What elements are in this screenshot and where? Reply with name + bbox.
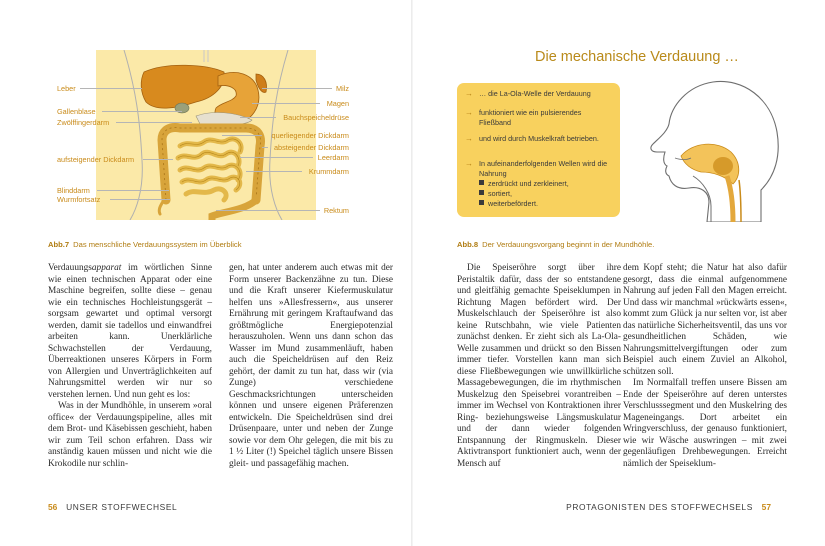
info-box [457, 83, 620, 217]
info-item-text: und wird durch Muskelkraft betrieben. [479, 134, 599, 143]
label-rektum: Rektum [323, 206, 349, 215]
left-page [0, 0, 412, 546]
arrow-icon: → [465, 89, 473, 98]
body-column-3 [457, 263, 621, 470]
chapter-title: Die mechanische Verdauung … [535, 49, 739, 65]
leader-line [143, 159, 173, 160]
bullet-icon [479, 200, 484, 205]
leader-line [246, 171, 302, 172]
page-number: 57 [761, 502, 771, 512]
paragraph-text: Verdauungsapparat im wörtlichen Sinne wie einen technischen Apparat oder eine Maschine begreifen, sollte diese – genau wie ein technisches Hochleistungsgerät – sorgsam gewartet und optimal versorgt werden, damit sie tadellos und einwandfrei arbeiten kann. Unerklärliche Schwachstellen der Verdauung, Überreaktionen unseres Körpers in Form von Allergien und Unverträglichkeiten auf Nahrungsmittel werden wir nur so verstehen lernen. Und nun geht es los: [48, 263, 212, 400]
figure-caption-text: Der Verdauungsvorgang beginnt in der Mundhöhle. [482, 240, 655, 249]
leader-line [116, 122, 192, 123]
label-krummdarm: Krummdarm [308, 167, 349, 176]
label-querliegender-dickdarm: querliegender Dickdarm [271, 131, 349, 140]
figure-caption [457, 240, 654, 249]
running-head: PROTAGONISTEN DES STOFFWECHSELS [566, 502, 753, 512]
info-subitem [479, 179, 569, 189]
figure-number: Abb.8 [457, 240, 479, 249]
leader-line [262, 88, 332, 89]
figure-number: Abb.7 [48, 240, 70, 249]
bullet-icon [479, 180, 484, 185]
label-leber: Leber [57, 84, 76, 93]
arrow-icon: → [465, 108, 473, 117]
info-subitem-text: weiterbefördert. [488, 199, 538, 208]
figure-caption [48, 240, 242, 249]
paragraph [48, 263, 212, 401]
paragraph-text: Was in der Mundhöhle, in unserem »oral office« der Verdauungspipeline, alles mit dem Brot- und Käsebissen geschieht, haben wir zum Teil schon erfahren. Dass wir anständig kauen müssen und nicht wie die Krokodile nur schlin- [48, 401, 212, 469]
info-subitem-text: sortiert, [488, 189, 512, 198]
label-wurmfortsatz: Wurmfortsatz [57, 195, 101, 204]
figure-caption-text: Das menschliche Verdauungssystem im Überblick [73, 240, 242, 249]
label-gallenblase: Gallenblase [57, 107, 96, 116]
body-column-1 [48, 263, 212, 470]
info-item-text: In aufeinanderfolgenden Wellen wird die Nahrung [479, 159, 608, 178]
info-item-text: funktioniert wie ein pulsierendes Fließband [479, 108, 582, 127]
leader-line [97, 190, 169, 191]
paragraph-text: Die Speiseröhre sorgt über ihre Peristaltik dafür, dass der so entstandene und gleitfähig gemachte Speiseklumpen in Richtung Magen befördert wird. Der Muskelschlauch der Speiseröhre ist also keine Rutschbahn, wie viele Patienten zunächst denken. Er zieht sich als La-Ola-Welle zusammen und drückt so den Bissen immer tiefer. Vorstellen kann man sich diese Fließbewegungen wie unwillkürliche Massagebewegungen, die im rhythmischen Muskelzug den Speisebrei vorantreiben – immer im Wechsel von Kontraktionen ihrer Ring- beziehungsweise Längsmuskulatur und der dann wieder folgenden Entspannung der Ringmuskeln. Dieser Aktivtransport funktioniert auch, wenn der Mensch auf [457, 263, 621, 469]
leader-line [110, 199, 170, 200]
paragraph-text: dem Kopf steht; die Natur hat also dafür gesorgt, dass die einmal aufgenommene Nahrung auf jeden Fall den Magen erreicht. Und dass wir manchmal »rückwärts essen«, kommt zum Glück ja nur selten vor, ist aber das natürliche Sicherheitsventil, das uns vor gesundheitlichen Schäden, wie Nahrungsmittelvergiftungen oder zum Beispiel auch einem Zuviel an Alkohol, schützen soll. [623, 263, 787, 377]
paragraph-text: Im Normalfall treffen unsere Bissen am Ende der Speiseröhre auf deren unterstes Verschlusssegment und den Muskelring des Mageneingangs. Dort arbeitet ein Wringverschluss, der genauso funktioniert, wie wir Wäsche auswringen – mit zwei gegenläufigen Drehbewegungen. Erreicht nämlich der Speiseklum- [623, 378, 787, 469]
info-subitem [479, 199, 538, 209]
label-bauchspeicheldruese: Bauchspeicheldrüse [283, 113, 349, 122]
label-aufsteigender-dickdarm: aufsteigender Dickdarm [57, 155, 135, 164]
label-zwoelffingerdarm: Zwölffingerdarm [57, 118, 110, 127]
leader-line [252, 103, 320, 104]
paragraph [623, 378, 787, 470]
info-subitem [479, 189, 512, 199]
info-subitem-text: zerdrückt und zerkleinert, [488, 179, 569, 188]
paragraph [623, 263, 787, 378]
paragraph [457, 263, 621, 470]
emphasis: apparat [91, 263, 122, 273]
leader-line [240, 117, 276, 118]
page-footer [566, 502, 771, 512]
label-absteigender-dickdarm: absteigender Dickdarm [273, 143, 349, 152]
body-column-2 [229, 263, 393, 470]
label-magen: Magen [326, 99, 349, 108]
label-blinddarm: Blinddarm [57, 186, 90, 195]
leader-line [80, 88, 142, 89]
leader-line [102, 111, 182, 112]
page-footer [48, 502, 177, 512]
leader-line [216, 210, 320, 211]
head-profile-illustration [641, 72, 781, 222]
paragraph [48, 401, 212, 470]
label-milz: Milz [336, 84, 349, 93]
running-head: UNSER STOFFWECHSEL [66, 502, 178, 512]
paragraph-text: gen, hat unter anderem auch etwas mit der Form unserer Backenzähne zu tun. Diese und die Kraft unserer Kiefermuskulatur helfen uns »Allesfressern«, aus unserer Ernährung mit geringem Kraftaufwand das größtmögliche Energiepotenzial herauszuholen. Wenn uns dann schon das Wasser im Mund zusammenläuft, haben auch die Speicheldrüsen auf den Reiz gehört, der damit zu tun hat, dass wir (via Zunge) verschiedene Geschmacksrichtungen unterscheiden können und unsere eigenen Präferenzen entwickeln. Die Speicheldrüsen sind drei Drüsenpaare, unter und neben der Zunge sowie vor dem Ohr gelegen, die mit bis zu 1 ½ Liter (!) Speichel täglich unsere Bissen gleit- und passagefähig machen. [229, 263, 393, 469]
leader-line [240, 157, 313, 158]
paragraph [229, 263, 393, 470]
leader-line [262, 147, 268, 148]
body-column-4 [623, 263, 787, 470]
bullet-icon [479, 190, 484, 195]
page-number: 56 [48, 502, 58, 512]
arrow-icon: → [465, 134, 473, 143]
leader-line [222, 135, 262, 136]
right-page [413, 0, 825, 546]
info-item-text: … die La-Ola-Welle der Verdauung [479, 89, 591, 98]
label-leerdarm: Leerdarm [317, 153, 349, 162]
arrow-icon: → [465, 159, 473, 168]
